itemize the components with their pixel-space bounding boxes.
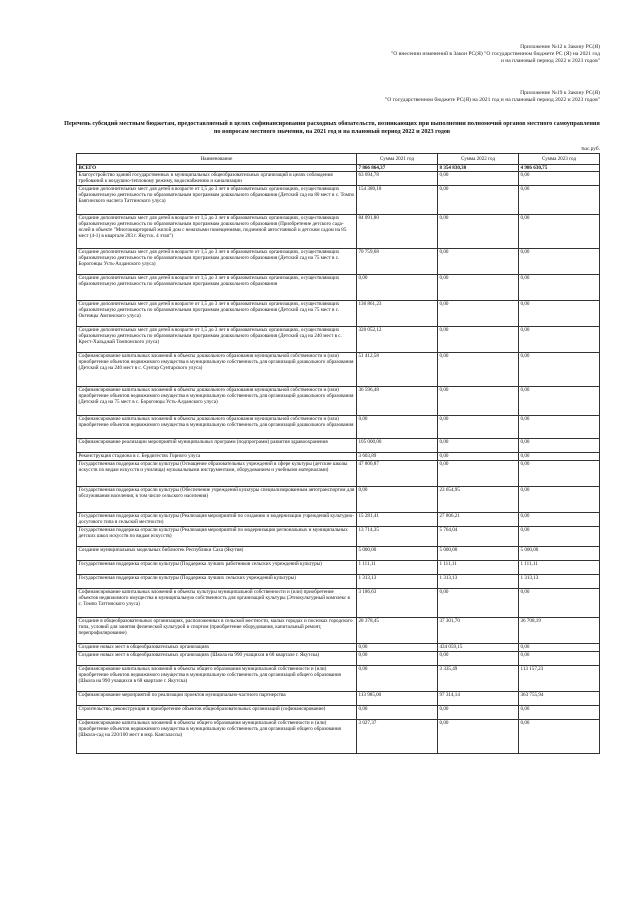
column-header-name: Наименование	[77, 154, 357, 165]
value-2022-cell: 0,00	[438, 720, 519, 754]
row-name-cell: Софинансирование капитальных вложений в объекты общего образования муниципальной собственности и (или) приобретение объектов недвижимого имущества в муниципальную собственность для организаций общего образования (Школа на 990 учащихся в 68 квартале г. Якутска)	[77, 666, 357, 692]
row-name-cell: Софинансирование капитальных вложений в объекты культуры муниципальной собственности и (или) приобретение объектов недвижимого имущества в муниципальную собственность для организаций культуры (Этнокультурный комплекс в с. Томпо Таттинского улуса)	[77, 589, 357, 618]
row-name-cell: Создание муниципальных модельных библиотек Республики Саха (Якутия)	[77, 547, 357, 561]
value-2022-cell: 23 654,95	[438, 487, 519, 513]
value-2021-cell: 15 281,41	[357, 513, 438, 527]
value-2023-cell: 5 000,00	[519, 547, 600, 561]
table-row	[77, 215, 600, 249]
value-2021-cell: 5 000,00	[357, 547, 438, 561]
table-row	[77, 547, 600, 561]
table-row	[77, 652, 600, 666]
table-row	[77, 461, 600, 487]
row-name-cell: Софинансирование капитальных вложений в объекты дошкольного образования муниципальной собственности и (или) приобретение объектов недвижимого имущества в муниципальную собственность для организаций дошкольного образования (Детский сад на 75 мест в с. Борогонцы Усть-Алданского улуса)	[77, 387, 357, 416]
value-2021-cell: 113 985,00	[357, 692, 438, 706]
value-2023-cell: 363 755,94	[519, 692, 600, 706]
table-row	[77, 249, 600, 275]
table-row	[77, 387, 600, 416]
row-name-cell: Создание дополнительных мест для детей в возрасте от 1,5 до 3 лет в образовательных организациях, осуществляющих образовательную деятельность по образовательным программам дошкольного образования (Приобретение детского сада-яслей в объекте "Многоквартирный жилой дом с нежилыми помещениями, подземной автостоянкой и детским садом на 85 мест (4-1) в квартале 203 г. Якутск. 4 этап")	[77, 215, 357, 249]
value-2023-cell: 4 986 630,75	[519, 165, 600, 172]
value-2023-cell: 0,00	[519, 453, 600, 461]
table-row	[77, 720, 600, 754]
total-row	[77, 165, 600, 172]
row-name-cell: Строительство, реконструкция и приобретение объектов общеобразовательных организаций (софинансирование)	[77, 706, 357, 720]
value-2022-cell: 1 313,13	[438, 575, 519, 589]
row-name-cell: Создание дополнительных мест для детей в возрасте от 1,5 до 3 лет в образовательных организациях, осуществляющих образовательную деятельность по образовательным программам дошкольного образования (Детский сад на 240 мест в с. Крест-Хальджай Томпонского улуса)	[77, 327, 357, 353]
row-name-cell: Создание новых мест в общеобразовательных организациях (Школа на 990 учащихся в 68 квартале г. Якутска)	[77, 652, 357, 666]
value-2022-cell: 0,00	[438, 461, 519, 487]
table-row	[77, 527, 600, 547]
value-2022-cell: 0,00	[438, 327, 519, 353]
value-2023-cell: 1 313,13	[519, 575, 600, 589]
value-2021-cell: 0,00	[357, 275, 438, 301]
value-2021-cell: 47 800,87	[357, 461, 438, 487]
value-2022-cell: 5 764,04	[438, 527, 519, 547]
row-name-cell: Софинансирование капитальных вложений в объекты дошкольного образования муниципальной собственности и (или) приобретение объектов недвижимого имущества в муниципальную собственность для организаций дошкольного образования	[77, 416, 357, 439]
table-header-row	[77, 154, 600, 165]
value-2022-cell: 0,00	[438, 172, 519, 186]
table-row	[77, 589, 600, 618]
value-2022-cell: 0,00	[438, 652, 519, 666]
row-name-cell: Софинансирование капитальных вложений в объекты дошкольного образования муниципальной собственности и (или) приобретение объектов недвижимого имущества в муниципальную собственность для организаций дошкольного образования (Детский сад на 240 мест в с. Сунтар Сунтарского улуса)	[77, 353, 357, 387]
value-2022-cell: 0,00	[438, 275, 519, 301]
value-2022-cell: 0,00	[438, 387, 519, 416]
value-2022-cell: 0,00	[438, 589, 519, 618]
header-line: "О внесении изменений в Закон РС(Я) "О государственном бюджете РС (Я) на 2021 год	[391, 51, 600, 57]
column-header-2021: Сумма 2021 год	[357, 154, 438, 165]
value-2021-cell: 0,00	[357, 487, 438, 513]
value-2022-cell: 0,00	[438, 249, 519, 275]
value-2022-cell: 0,00	[438, 706, 519, 720]
value-2021-cell: 105 000,00	[357, 439, 438, 453]
table-row	[77, 301, 600, 327]
value-2021-cell: 0,00	[357, 706, 438, 720]
table-row	[77, 644, 600, 652]
value-2021-cell: 36 596,48	[357, 387, 438, 416]
value-2021-cell: 3 027,37	[357, 720, 438, 754]
value-2021-cell: 136 861,23	[357, 301, 438, 327]
value-2021-cell: 1 313,13	[357, 575, 438, 589]
value-2023-cell: 0,00	[519, 527, 600, 547]
table-row	[77, 487, 600, 513]
table-row	[77, 439, 600, 453]
table-row	[77, 172, 600, 186]
value-2023-cell: 0,00	[519, 461, 600, 487]
table-row	[77, 666, 600, 692]
value-2023-cell: 0,00	[519, 589, 600, 618]
value-2023-cell: 36 708,19	[519, 618, 600, 644]
value-2021-cell: 51 412,58	[357, 353, 438, 387]
value-2022-cell: 8 354 830,30	[438, 165, 519, 172]
value-2023-cell: 0,00	[519, 249, 600, 275]
row-name-cell: Государственная поддержка отрасли культуры (Поддержка лучших работников сельских учреждений культуры)	[77, 561, 357, 575]
subsidies-table	[76, 153, 600, 754]
value-2022-cell: 0,00	[438, 453, 519, 461]
header-line: Приложение №12 к Закону РС(Я)	[520, 44, 600, 50]
value-2021-cell: 13 714,35	[357, 527, 438, 547]
value-2023-cell: 0,00	[519, 439, 600, 453]
value-2021-cell: 0,00	[357, 666, 438, 692]
appendix-12-header	[280, 44, 600, 65]
row-name-cell: Государственная поддержка отрасли культуры (Реализация мероприятий по созданию и модернизации учреждений культурно-досугового типа в сельской местности)	[77, 513, 357, 527]
table-row	[77, 353, 600, 387]
value-2022-cell: 0,00	[438, 301, 519, 327]
value-2021-cell: 3 603,89	[357, 453, 438, 461]
table-row	[77, 513, 600, 527]
table-row	[77, 706, 600, 720]
table-row	[77, 327, 600, 353]
row-name-cell: Государственная поддержка отрасли культуры (Поддержка лучших сельских учреждений культуры)	[77, 575, 357, 589]
value-2023-cell: 0,00	[519, 215, 600, 249]
row-name-cell: Создание дополнительных мест для детей в возрасте от 1,5 до 3 лет в образовательных организациях, осуществляющих образовательную деятельность по образовательным программам дошкольного образования (Детский сад на 75 мест в с. Октемцы Амгинского улуса)	[77, 301, 357, 327]
value-2022-cell: 37 301,70	[438, 618, 519, 644]
row-name-cell: ВСЕГО	[77, 165, 357, 172]
value-2023-cell: 1 111,11	[519, 561, 600, 575]
value-2022-cell: 0,00	[438, 439, 519, 453]
value-2022-cell: 5 000,00	[438, 547, 519, 561]
value-2023-cell: 0,00	[519, 327, 600, 353]
value-2021-cell: 3 186,63	[357, 589, 438, 618]
row-name-cell: Создание дополнительных мест для детей в возрасте от 1,5 до 3 лет в образовательных организациях, осуществляющих образовательную деятельность по образовательным программам дошкольного образования (Детский сад на 75 мест в с. Борогонцы Усть-Алданского улуса)	[77, 249, 357, 275]
value-2023-cell: 0,00	[519, 487, 600, 513]
value-2021-cell: 84 091,80	[357, 215, 438, 249]
value-2021-cell: 70 759,68	[357, 249, 438, 275]
row-name-cell: Создание дополнительных мест для детей в возрасте от 1,5 до 3 лет в образовательных организациях, осуществляющих образовательную деятельность по образовательным программам дошкольного образования (Детский сад на 80 мест в с. Томпо Баягинского наслега Таттинского улуса)	[77, 186, 357, 215]
value-2023-cell: 0,00	[519, 706, 600, 720]
table-row	[77, 618, 600, 644]
row-name-cell: Реконструкция стадиона в с. Бердигестях Горного улуса	[77, 453, 357, 461]
table-row	[77, 575, 600, 589]
column-header-2023: Сумма 2023 год	[519, 154, 600, 165]
value-2022-cell: 434 059,15	[438, 644, 519, 652]
value-2023-cell: 0,00	[519, 353, 600, 387]
row-name-cell: Софинансирование капитальных вложений в объекты общего образования муниципальной собственности и (или) приобретение объектов недвижимого имущества в муниципальную собственность для организаций общего образования (Школа-сад на 220/100 мест в мкр. Кангалассы)	[77, 720, 357, 754]
value-2023-cell: 0,00	[519, 275, 600, 301]
value-2023-cell: 0,00	[519, 513, 600, 527]
value-2022-cell: 1 111,11	[438, 561, 519, 575]
row-name-cell: Государственная поддержка отрасли культуры (Реализация мероприятий по модернизации региональных и муниципальных детских школ искусств по видам искусств)	[77, 527, 357, 547]
value-2021-cell: 63 694,78	[357, 172, 438, 186]
value-2022-cell: 27 806,21	[438, 513, 519, 527]
value-2021-cell: 28 378,45	[357, 618, 438, 644]
value-2022-cell: 97 314,14	[438, 692, 519, 706]
table-row	[77, 453, 600, 461]
units-label: тыс.руб.	[580, 146, 600, 152]
column-header-2022: Сумма 2022 год	[438, 154, 519, 165]
value-2023-cell: 0,00	[519, 186, 600, 215]
table-row	[77, 692, 600, 706]
value-2021-cell: 320 052,12	[357, 327, 438, 353]
row-name-cell: Создание в общеобразовательных организациях, расположенных в сельской местности, малых городах и поселках городского типа, условий для занятия физической культурой и спортом (приобретение оборудования, капитальный ремонт, перепрофилирование)	[77, 618, 357, 644]
value-2021-cell: 154 380,18	[357, 186, 438, 215]
value-2023-cell: 0,00	[519, 387, 600, 416]
header-line: Приложение №19 к Закону РС(Я)	[520, 90, 600, 96]
row-name-cell: Государственная поддержка отрасли культуры (Обеспечение учреждений культуры специализированным автотранспортом для обслуживания населения, в том числе сельского населения)	[77, 487, 357, 513]
table-row	[77, 561, 600, 575]
table-body	[77, 165, 600, 754]
value-2021-cell: 7 866 864,37	[357, 165, 438, 172]
row-name-cell: Благоустройство зданий государственных и муниципальных общеобразовательных организаций в целях соблюдения требований к воздушно-тепловому режиму, водоснабжению и канализации	[77, 172, 357, 186]
value-2023-cell: 0,00	[519, 652, 600, 666]
value-2023-cell: 113 157,23	[519, 666, 600, 692]
table-row	[77, 275, 600, 301]
value-2021-cell: 0,00	[357, 652, 438, 666]
row-name-cell: Софинансирование мероприятий по реализации проектов муниципально-частного партнерства	[77, 692, 357, 706]
value-2022-cell: 0,00	[438, 215, 519, 249]
table-row	[77, 186, 600, 215]
value-2023-cell: 0,00	[519, 644, 600, 652]
value-2023-cell: 0,00	[519, 720, 600, 754]
value-2021-cell: 1 111,11	[357, 561, 438, 575]
row-name-cell: Софинансирование реализации мероприятий муниципальных программ (подпрограмм) развития здравоохранения	[77, 439, 357, 453]
appendix-19-header	[280, 90, 600, 104]
value-2022-cell: 0,00	[438, 186, 519, 215]
value-2022-cell: 0,00	[438, 416, 519, 439]
value-2022-cell: 0,00	[438, 353, 519, 387]
header-line: "О государственном бюджете РС(Я) на 2021 год и на плановый период 2022 и 2023 годов"	[384, 97, 600, 103]
value-2023-cell: 0,00	[519, 301, 600, 327]
header-line: и на плановый период 2022 и 2023 годов"	[500, 58, 600, 64]
row-name-cell: Государственная поддержка отрасли культуры (Оснащение образовательных учреждений в сфере культуры (детские школы искусств по видам искусств и училища) музыкальными инструментами, оборудованием и учебными материалами)	[77, 461, 357, 487]
value-2023-cell: 0,00	[519, 172, 600, 186]
row-name-cell: Создание новых мест в общеобразовательных организациях	[77, 644, 357, 652]
value-2021-cell: 0,00	[357, 416, 438, 439]
value-2021-cell: 0,00	[357, 644, 438, 652]
value-2023-cell: 0,00	[519, 416, 600, 439]
table-row	[77, 416, 600, 439]
row-name-cell: Создание дополнительных мест для детей в возрасте от 1,5 до 3 лет в образовательных организациях, осуществляющих образовательную деятельность по образовательным программам дошкольного образования	[77, 275, 357, 301]
value-2022-cell: 3 335,49	[438, 666, 519, 692]
document-title: Перечень субсидий местным бюджетам, предоставляемый в целях софинансирования расходных обязательств, возникающих при выполнении полномочий органов местного самоуправления по вопросам местного значения, на 2021 год и на плановый период 2022 и 2023 годов	[64, 120, 600, 135]
